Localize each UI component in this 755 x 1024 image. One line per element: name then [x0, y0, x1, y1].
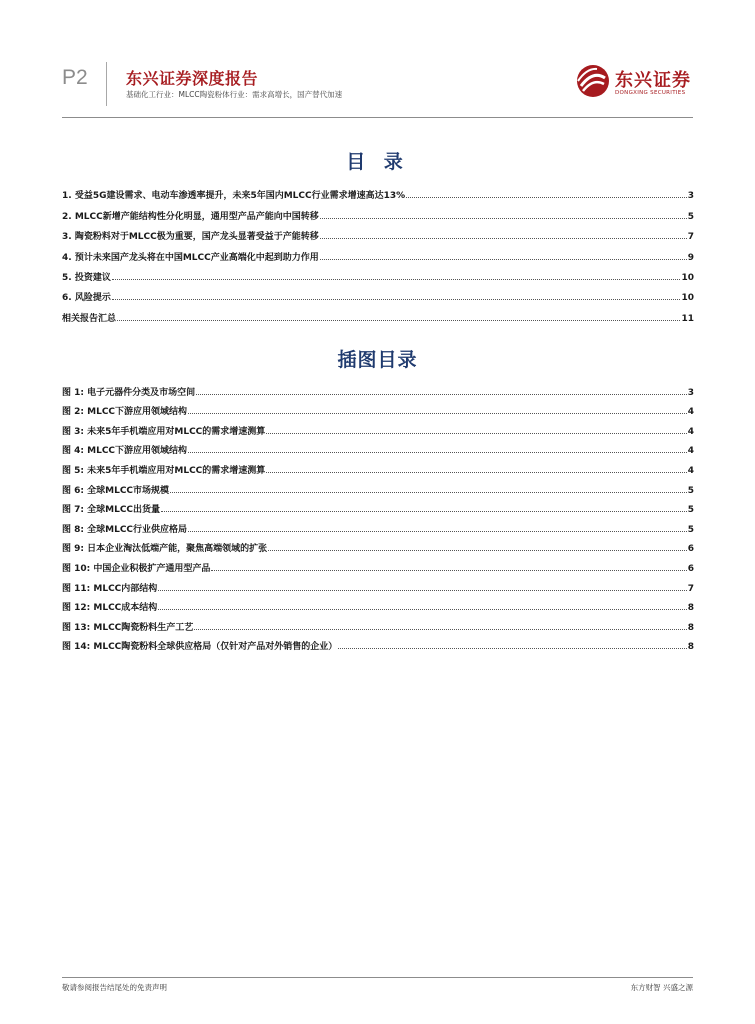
figure-entry-label: 图 11: MLCC内部结构 — [62, 583, 158, 594]
toc-entry[interactable] — [62, 303, 694, 323]
figure-entry-label: 图 2: MLCC下游应用领域结构 — [62, 407, 188, 418]
toc-entry[interactable] — [62, 263, 694, 283]
dot-leader — [194, 628, 686, 630]
logo-name-cn: 东兴证券 — [615, 70, 691, 91]
figure-entry-page: 8 — [687, 642, 694, 653]
toc-entry[interactable] — [62, 242, 694, 262]
company-logo — [575, 62, 695, 102]
toc-entry[interactable] — [62, 283, 694, 303]
figure-entry[interactable] — [62, 496, 694, 516]
figure-entry-page: 4 — [687, 407, 694, 418]
figure-entry-label: 图 9: 日本企业淘汰低端产能，聚焦高端领域的扩张 — [62, 544, 268, 555]
figure-entry-page: 5 — [687, 485, 694, 496]
figure-entry-page: 4 — [687, 426, 694, 437]
report-subtitle: 基础化工行业：MLCC陶瓷粉体行业：需求高增长，国产替代加速 — [126, 90, 343, 99]
header-divider — [106, 62, 107, 106]
report-title: 东兴证券深度报告 — [126, 69, 259, 88]
disclaimer-note: 敬请参阅报告结尾处的免责声明 — [62, 983, 167, 992]
dot-leader — [320, 258, 687, 260]
toc-entry-page: 5 — [687, 211, 694, 222]
logo-name-en: DONGXING SECURITIES — [615, 90, 686, 96]
figure-entry-label: 图 1: 电子元器件分类及市场空间 — [62, 387, 196, 398]
figures-list — [62, 378, 694, 652]
toc-entry-page: 7 — [687, 232, 694, 243]
figure-entry-page: 4 — [687, 446, 694, 457]
figure-entry-label: 图 13: MLCC陶瓷粉料生产工艺 — [62, 622, 194, 633]
dot-leader — [211, 569, 686, 571]
toc-entry-page: 10 — [681, 293, 694, 304]
dot-leader — [188, 451, 687, 453]
figure-entry-page: 6 — [687, 544, 694, 555]
dot-leader — [338, 647, 686, 649]
toc-entry-label: 2. MLCC新增产能结构性分化明显，通用型产品产能向中国转移 — [62, 211, 319, 222]
dot-leader — [188, 530, 687, 532]
dot-leader — [158, 589, 686, 591]
toc-entry[interactable] — [62, 181, 694, 201]
figure-entry-page: 8 — [687, 603, 694, 614]
toc-entry[interactable] — [62, 222, 694, 242]
figure-entry[interactable] — [62, 456, 694, 476]
footer-slogan: 东方财智 兴盛之源 — [630, 983, 693, 992]
dot-leader — [266, 471, 686, 473]
figure-entry-page: 8 — [687, 622, 694, 633]
dot-leader — [320, 217, 687, 219]
figure-entry-label: 图 6: 全球MLCC市场规模 — [62, 485, 170, 496]
dot-leader — [196, 393, 687, 395]
footer-rule — [62, 977, 693, 978]
figures-heading: 插图目录 — [337, 349, 418, 371]
figure-entry[interactable] — [62, 554, 694, 574]
figure-entry[interactable] — [62, 417, 694, 437]
figure-entry-page: 6 — [687, 563, 694, 574]
dot-leader — [112, 298, 681, 300]
toc-entry-label: 3. 陶瓷粉料对于MLCC极为重要，国产龙头显著受益于产能转移 — [62, 232, 319, 243]
figure-entry[interactable] — [62, 613, 694, 633]
toc-entry-page: 11 — [681, 313, 694, 324]
toc-entry-page: 10 — [681, 272, 694, 283]
toc-list — [62, 181, 694, 324]
figure-entry-page: 5 — [687, 524, 694, 535]
figure-entry-label: 图 7: 全球MLCC出货量 — [62, 505, 161, 516]
dot-leader — [320, 237, 687, 239]
toc-entry-label: 相关报告汇总 — [62, 313, 117, 324]
dot-leader — [112, 278, 681, 280]
toc-entry-label: 6. 风险提示 — [62, 293, 111, 304]
figure-entry-label: 图 3: 未来5年手机端应用对MLCC的需求增速测算 — [62, 426, 266, 437]
toc-heading: 目 录 — [346, 151, 409, 173]
figure-entry-label: 图 12: MLCC成本结构 — [62, 603, 158, 614]
dot-leader — [406, 196, 687, 198]
figure-entry[interactable] — [62, 535, 694, 555]
page-number: P2 — [62, 66, 88, 89]
figure-entry[interactable] — [62, 515, 694, 535]
dot-leader — [161, 510, 687, 512]
figure-entry[interactable] — [62, 378, 694, 398]
logo-mark-icon — [575, 64, 611, 98]
figure-entry[interactable] — [62, 476, 694, 496]
figure-entry[interactable] — [62, 398, 694, 418]
dot-leader — [266, 432, 686, 434]
dot-leader — [158, 608, 686, 610]
dot-leader — [188, 412, 687, 414]
figure-entry[interactable] — [62, 594, 694, 614]
figure-entry-page: 4 — [687, 465, 694, 476]
dot-leader — [268, 549, 687, 551]
figure-entry-page: 3 — [687, 387, 694, 398]
figure-entry-label: 图 5: 未来5年手机端应用对MLCC的需求增速测算 — [62, 465, 266, 476]
figure-entry-label: 图 4: MLCC下游应用领域结构 — [62, 446, 188, 457]
toc-entry-label: 1. 受益5G建设需求、电动车渗透率提升，未来5年国内MLCC行业需求增速高达13% — [62, 191, 406, 202]
dot-leader — [170, 491, 687, 493]
figure-entry-page: 7 — [687, 583, 694, 594]
figure-entry[interactable] — [62, 574, 694, 594]
toc-entry-label: 5. 投资建议 — [62, 272, 111, 283]
toc-entry-page: 9 — [687, 252, 694, 263]
figure-entry-label: 图 8: 全球MLCC行业供应格局 — [62, 524, 188, 535]
toc-entry-page: 3 — [687, 191, 694, 202]
figure-entry-label: 图 14: MLCC陶瓷粉料全球供应格局（仅针对产品对外销售的企业） — [62, 642, 338, 653]
figure-entry[interactable] — [62, 633, 694, 653]
toc-entry-label: 4. 预计未来国产龙头将在中国MLCC产业高端化中起到助力作用 — [62, 252, 319, 263]
figure-entry[interactable] — [62, 437, 694, 457]
dot-leader — [117, 319, 680, 321]
figure-entry-label: 图 10: 中国企业积极扩产通用型产品 — [62, 563, 211, 574]
toc-entry[interactable] — [62, 201, 694, 221]
header-rule — [62, 117, 693, 118]
figure-entry-page: 5 — [687, 505, 694, 516]
